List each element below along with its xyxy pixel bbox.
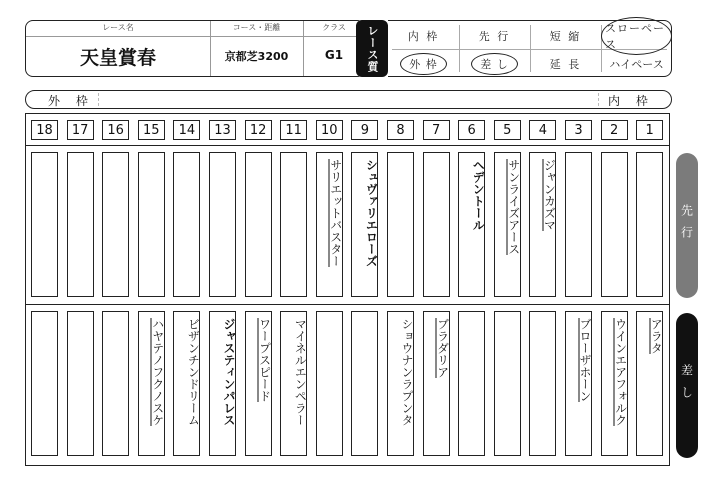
race-name[interactable]: 天皇賞春 [79,47,156,69]
gate-position-bar [25,90,672,109]
horse-name: ブローザホーン [566,318,591,402]
horse-name: サンライズアース [495,159,520,255]
senkou-cell-gate-2[interactable] [601,152,628,297]
horse-name: ショウナンラプンタ [400,318,414,426]
course-label: コース・距離 [232,23,281,32]
option-slow-pace[interactable] [601,22,672,49]
gate-number-16: 16 [102,120,129,140]
grid-divider [26,145,669,146]
class-label: クラス [322,23,346,32]
option-slow-pace-label: スローペース [601,17,672,55]
senkou-cell-gate-4[interactable] [529,152,556,297]
senkou-cell-gate-8[interactable] [387,152,414,297]
senkou-cell-gate-5[interactable] [494,152,521,297]
horse-name: ハヤテノフクノスケ [139,318,164,426]
horse-name: アラタ [637,318,662,354]
bar-divider [98,93,99,106]
horse-name: ヘデントール [471,159,486,231]
sashi-cell-gate-5[interactable] [494,311,521,456]
option-inner-gate-label: 内 枠 [407,29,440,43]
gate-number-7: 7 [423,120,450,140]
gate-number-3: 3 [565,120,592,140]
horse-name: シュヴァリエローズ [364,159,379,267]
horse-name: サリエットバスター [317,159,342,267]
sashi-cell-gate-11[interactable] [280,311,307,456]
gate-number-17: 17 [67,120,94,140]
course-distance[interactable]: 京都芝3200 [224,50,289,63]
gate-number-6: 6 [458,120,485,140]
sashi-cell-gate-15[interactable] [138,311,165,456]
option-distance-extend-label: 延 長 [549,57,582,71]
option-distance-shorten[interactable] [530,22,601,49]
gate-number-13: 13 [209,120,236,140]
sashi-cell-gate-6[interactable] [458,311,485,456]
race-type-badge: レース質 [356,20,388,77]
horse-name: ビザンチンドリーム [186,318,201,426]
sashi-cell-gate-17[interactable] [67,311,94,456]
gate-number-9: 9 [351,120,378,140]
race-info-box [25,20,365,77]
gate-number-2: 2 [601,120,628,140]
horse-name: ウインエアフォルク [602,318,627,426]
race-name-label: レース名 [102,23,134,32]
senkou-cell-gate-16[interactable] [102,152,129,297]
sashi-cell-gate-14[interactable] [173,311,200,456]
horse-name: マイネルエンペラー [293,318,308,426]
gate-number-15: 15 [138,120,165,140]
gate-number-10: 10 [316,120,343,140]
sashi-cell-gate-7[interactable] [423,311,450,456]
option-closer-label: 差 し [471,53,518,75]
sashi-cell-gate-9[interactable] [351,311,378,456]
option-outer-gate-label: 外 枠 [400,53,447,75]
horse-name: ワープスピード [246,318,271,402]
option-inner-gate[interactable] [388,22,459,49]
outer-gate-label: 外 枠 [48,94,94,108]
sashi-cell-gate-8[interactable] [387,311,414,456]
sashi-tab[interactable]: 差し [676,313,698,458]
sashi-cell-gate-3[interactable] [565,311,592,456]
option-high-pace-label: ハイペース [609,57,664,71]
sashi-cell-gate-16[interactable] [102,311,129,456]
senkou-cell-gate-9[interactable] [351,152,378,297]
gate-number-14: 14 [173,120,200,140]
horse-grid [25,113,670,466]
inner-gate-label: 内 枠 [608,94,654,108]
option-front-runner[interactable] [459,22,530,49]
senkou-cell-gate-6[interactable] [458,152,485,297]
senkou-cell-gate-3[interactable] [565,152,592,297]
grid-divider [26,304,669,305]
senkou-cell-gate-1[interactable] [636,152,663,297]
sashi-cell-gate-4[interactable] [529,311,556,456]
option-front-runner-label: 先 行 [478,29,511,43]
gate-number-1: 1 [636,120,663,140]
senkou-cell-gate-10[interactable] [316,152,343,297]
senkou-cell-gate-12[interactable] [245,152,272,297]
sashi-cell-gate-1[interactable] [636,311,663,456]
senkou-cell-gate-11[interactable] [280,152,307,297]
horse-name: ジャンカズマ [530,159,555,231]
sashi-cell-gate-13[interactable] [209,311,236,456]
senkou-cell-gate-15[interactable] [138,152,165,297]
senkou-cell-gate-18[interactable] [31,152,58,297]
gate-number-8: 8 [387,120,414,140]
gate-number-5: 5 [494,120,521,140]
sashi-cell-gate-18[interactable] [31,311,58,456]
sashi-cell-gate-2[interactable] [601,311,628,456]
bar-divider [598,93,599,106]
option-closer[interactable] [459,50,530,77]
race-type-options [388,20,672,77]
option-high-pace[interactable] [601,50,672,77]
gate-number-4: 4 [529,120,556,140]
race-class[interactable]: G1 [324,48,344,62]
sashi-cell-gate-10[interactable] [316,311,343,456]
option-outer-gate[interactable] [388,50,459,77]
sashi-cell-gate-12[interactable] [245,311,272,456]
horse-name: ブラダリア [424,318,449,378]
option-distance-shorten-label: 短 縮 [549,29,582,43]
senkou-tab[interactable]: 先行 [676,153,698,298]
senkou-cell-gate-13[interactable] [209,152,236,297]
option-distance-extend[interactable] [530,50,601,77]
gate-number-18: 18 [31,120,58,140]
gate-number-11: 11 [280,120,307,140]
horse-name: ジャスティンパレス [222,318,236,426]
senkou-cell-gate-7[interactable] [423,152,450,297]
senkou-cell-gate-17[interactable] [67,152,94,297]
senkou-cell-gate-14[interactable] [173,152,200,297]
header-label-divider [26,36,364,37]
gate-number-12: 12 [245,120,272,140]
